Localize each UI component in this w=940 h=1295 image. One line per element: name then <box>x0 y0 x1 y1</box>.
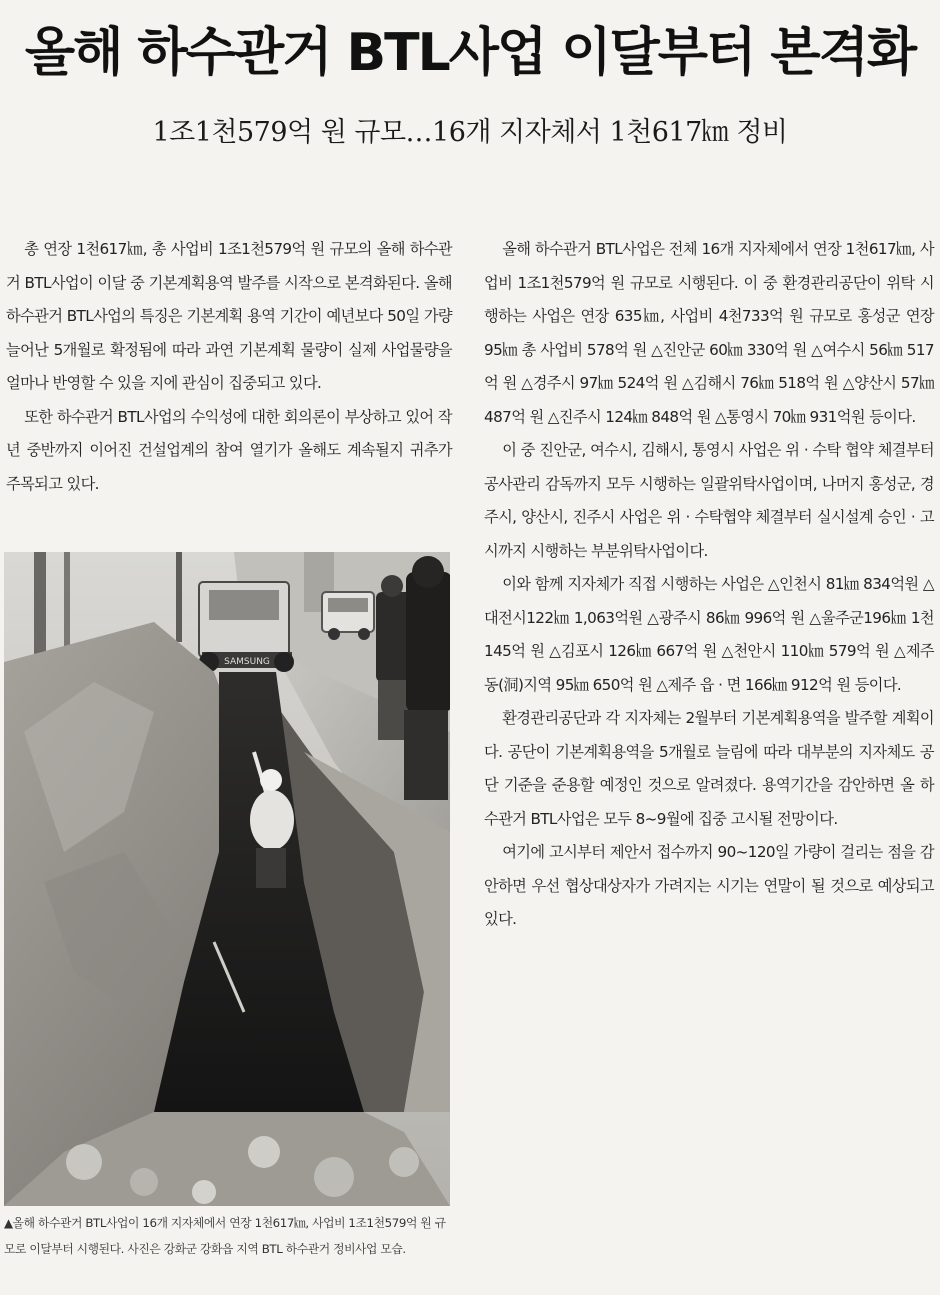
photo-illustration <box>4 552 450 1206</box>
paragraph: 총 연장 1천617㎞, 총 사업비 1조1천579억 원 규모의 올해 하수관거 BTL사업이 이달 중 기본계획용역 발주를 시작으로 본격화된다. 올해 하수관거 BTL사업의 특징은 기본계획 용역 기간이 예년보다 50일 가량 늘어난 5개월로 확정됨에 따라 과연 기본계획 물량이 실제 사업물량을 얼마나 반영할 수 있을 지에 관심이 집중되고 있다. <box>6 240 452 392</box>
trench-excavation-photo <box>4 552 450 1206</box>
subheadline: 1조1천579억 원 규모…16개 지자체서 1천617㎞ 정비 <box>152 117 788 148</box>
machine-label: SAMSUNG <box>224 657 270 667</box>
paragraph: 환경관리공단과 각 지자체는 2월부터 기본계획용역을 발주할 계획이다. 공단이 기본계획용역을 5개월로 늘림에 따라 대부분의 지자체도 공단 기준을 준용할 예정인 것으로 알려졌다. 용역기간을 감안하면 올 하수관거 BTL사업은 모두 8~9월에 집중 고시될 전망이다. <box>484 709 934 828</box>
paragraph: 이 중 진안군, 여수시, 김해시, 통영시 사업은 위 · 수탁 협약 체결부터 공사관리 감독까지 모두 시행하는 일괄위탁사업이며, 나머지 홍성군, 경주시, 양산시, 진주시 사업은 위 · 수탁협약 체결부터 실시설계 승인 · 고시까지 시행하는 부분위탁사업이다. <box>484 441 934 560</box>
paragraph: 또한 하수관거 BTL사업의 수익성에 대한 회의론이 부상하고 있어 작년 중반까지 이어진 건설업계의 참여 열기가 올해도 계속될지 귀추가 주목되고 있다. <box>6 407 452 493</box>
paragraph: 여기에 고시부터 제안서 접수까지 90~120일 가량이 걸리는 점을 감안하면 우선 협상대상자가 가려지는 시기는 연말이 될 것으로 예상되고 있다. <box>484 843 934 928</box>
paragraph: 이와 함께 지자체가 직접 시행하는 사업은 △인천시 81㎞ 834억원 △대전시122㎞ 1,063억원 △광주시 86㎞ 996억 원 △울주군196㎞ 1천145억 원 △김포시 126㎞ 667억 원 △천안시 110㎞ 579억 원 △제주 동(洞)지역 95㎞ 650억 원 △제주 읍 · 면 166㎞ 912억 원 등이다. <box>484 575 934 694</box>
right-column <box>484 233 934 937</box>
headline: 올해 하수관거 BTL사업 이달부터 본격화 <box>24 23 916 83</box>
left-column <box>6 233 452 501</box>
photo-caption: ▲올해 하수관거 BTL사업이 16개 지자체에서 연장 1천617㎞, 사업비 1조1천579억 원 규모로 이달부터 시행된다. 사진은 강화군 강화읍 지역 BTL 하수관거 정비사업 모습. <box>4 1216 446 1256</box>
paragraph: 올해 하수관거 BTL사업은 전체 16개 지자체에서 연장 1천617㎞, 사업비 1조1천579억 원 규모로 시행된다. 이 중 환경관리공단이 위탁 시행하는 사업은 연장 635㎞, 사업비 4천733억 원 규모로 홍성군 연장 95㎞ 총 사업비 578억 원 △진안군 60㎞ 330억 원 △여수시 56㎞ 517억 원 △경주시 97㎞ 524억 원 △김해시 76㎞ 518억 원 △양산시 57㎞ 487억 원 △진주시 124㎞ 848억 원 △통영시 70㎞ 931억원 등이다. <box>484 240 934 426</box>
